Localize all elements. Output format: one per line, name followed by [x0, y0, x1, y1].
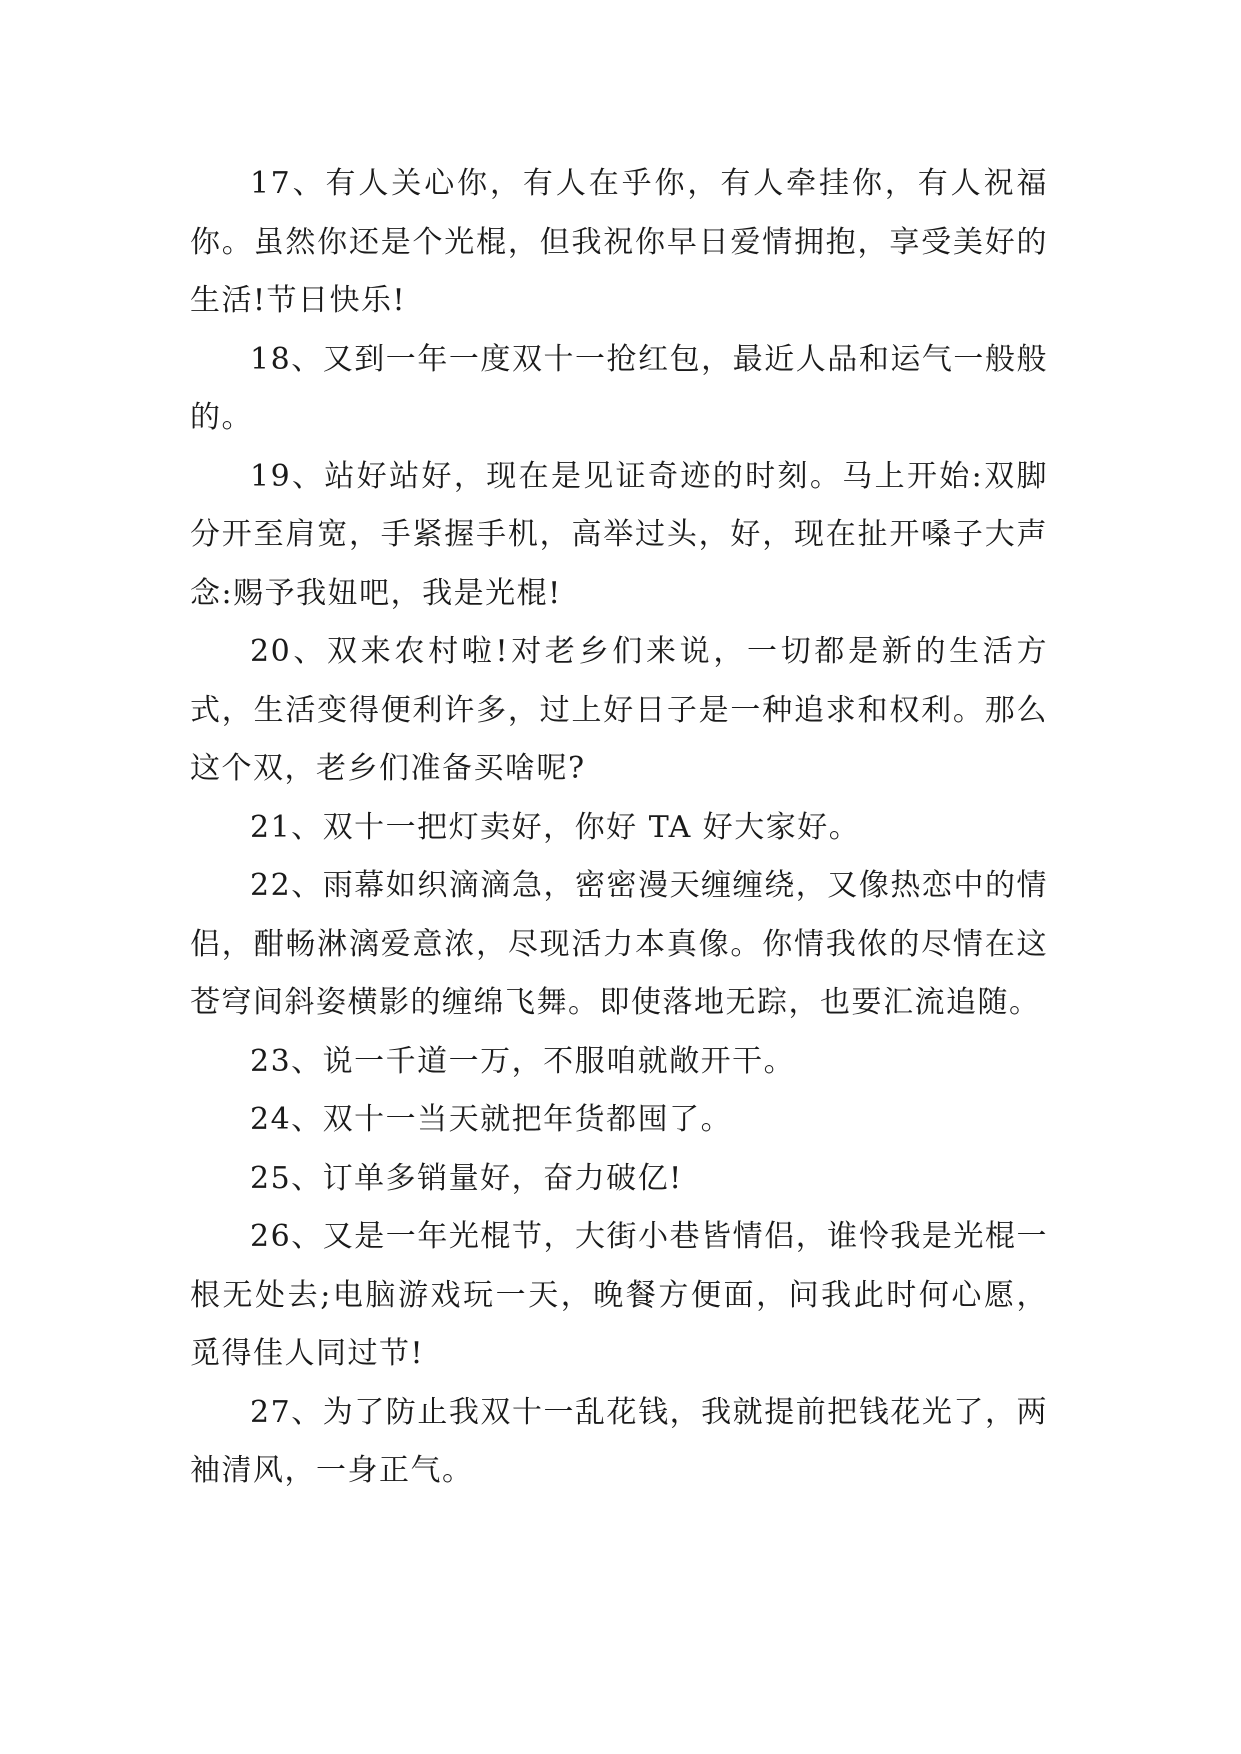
- paragraph-25: 25、订单多销量好，奋力破亿!: [250, 1160, 683, 1196]
- paragraph-19: 19、站好站好，现在是见证奇迹的时刻。马上开始:双脚分开至肩宽，手紧握手机，高举过头，好，现在扯开嗓子大声念:赐予我妞吧，我是光棍!: [190, 458, 1048, 611]
- paragraph-20: 20、双来农村啦!对老乡们来说，一切都是新的生活方式，生活变得便利许多，过上好日子是一种追求和权利。那么这个双，老乡们准备买啥呢?: [190, 634, 1048, 786]
- paragraph-26: 26、又是一年光棍节，大街小巷皆情侣，谁怜我是光棍一根无处去;电脑游戏玩一天，晚餐方便面，问我此时何心愿，觅得佳人同过节!: [190, 1219, 1048, 1371]
- paragraph-24: 24、双十一当天就把年货都囤了。: [250, 1102, 733, 1137]
- paragraph-27: 27、为了防止我双十一乱花钱，我就提前把钱花光了，两袖清风，一身正气。: [190, 1394, 1048, 1488]
- paragraph-21: 21、双十一把灯卖好，你好 TA 好大家好。: [250, 809, 861, 845]
- document-body: [190, 155, 1048, 1501]
- paragraph-17: 17、有人关心你，有人在乎你，有人牵挂你，有人祝福你。虽然你还是个光棍，但我祝你早日爱情拥抱，享受美好的生活!节日快乐!: [190, 166, 1048, 318]
- paragraph-22: 22、雨幕如织滴滴急，密密漫天缠缠绕，又像热恋中的情侣，酣畅淋漓爱意浓，尽现活力本真像。你情我侬的尽情在这苍穹间斜姿横影的缠绵飞舞。即使落地无踪，也要汇流追随。: [190, 868, 1048, 1020]
- paragraph-23: 23、说一千道一万，不服咱就敞开干。: [250, 1043, 796, 1079]
- paragraph-18: 18、又到一年一度双十一抢红包，最近人品和运气一般般的。: [190, 341, 1048, 435]
